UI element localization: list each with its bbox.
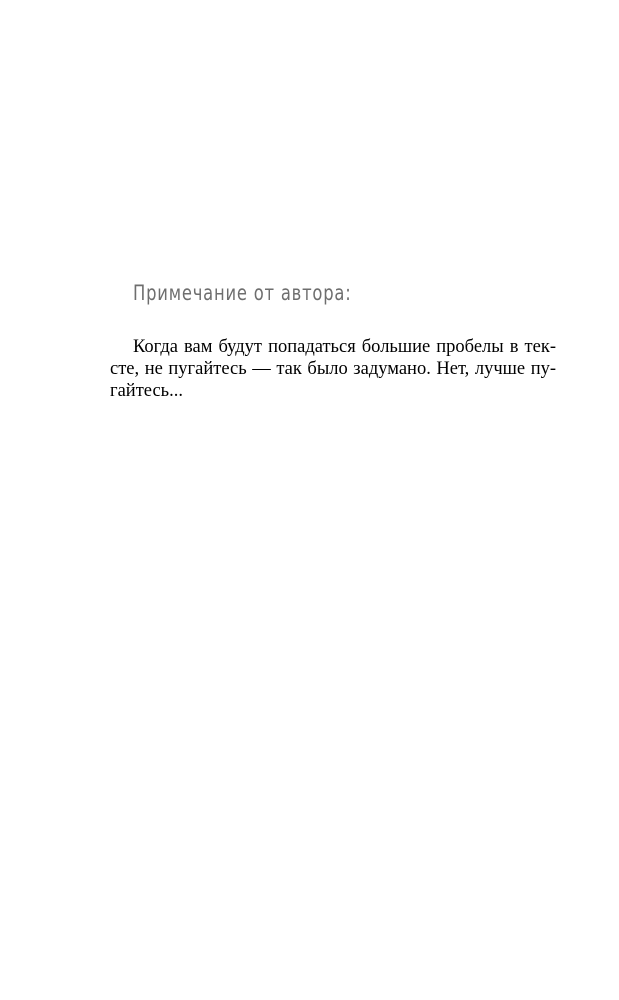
- paragraph-line: Когда вам будут попадаться большие пробелы в тек-: [133, 337, 556, 357]
- paragraph-line: сте, не пугайтесь — так было задумано. Нет, лучше пу-: [110, 359, 556, 379]
- author-note-heading: Примечание от автора:: [133, 281, 352, 305]
- author-note-paragraph: [110, 336, 556, 402]
- paragraph-line: гайтесь...: [110, 381, 183, 401]
